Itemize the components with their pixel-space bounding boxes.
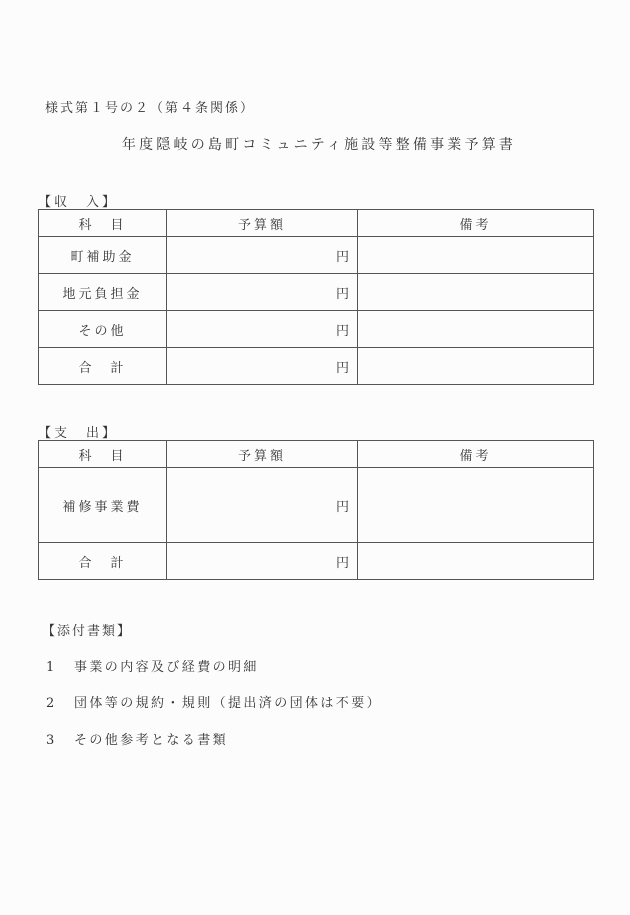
attachment-text: 団体等の規約・規則（提出済の団体は不要）: [74, 696, 383, 711]
item-cell: 町補助金: [39, 237, 167, 274]
attachment-number: 3: [46, 733, 57, 748]
attachment-number: 2: [46, 696, 57, 711]
item-cell: 合 計: [39, 348, 167, 385]
table-row: [39, 468, 594, 543]
note-cell[interactable]: [358, 237, 594, 274]
amount-cell[interactable]: [167, 468, 358, 543]
attachment-item: [46, 729, 228, 748]
income-table: [38, 209, 594, 385]
yen-unit: 円: [335, 360, 349, 376]
amount-cell[interactable]: [167, 543, 358, 580]
column-header-amount: 予算額: [167, 441, 358, 468]
amount-cell[interactable]: [167, 348, 358, 385]
item-cell: 補修事業費: [39, 468, 167, 543]
amount-cell[interactable]: [167, 237, 358, 274]
table-row: [39, 311, 594, 348]
income-table-header: [39, 210, 594, 237]
expense-table-header: [39, 441, 594, 468]
note-cell[interactable]: [358, 274, 594, 311]
column-header-note: 備考: [358, 441, 594, 468]
table-row: [39, 274, 594, 311]
table-row: [39, 237, 594, 274]
attachment-text: 事業の内容及び経費の明細: [74, 660, 259, 675]
amount-cell[interactable]: [167, 311, 358, 348]
attachment-item: [46, 692, 382, 711]
item-cell: 合 計: [39, 543, 167, 580]
yen-unit: 円: [335, 323, 349, 339]
attachment-number: 1: [46, 660, 57, 675]
note-cell[interactable]: [358, 468, 594, 543]
expense-section-label: 【支 出】: [38, 426, 119, 441]
attachment-item: [46, 656, 259, 675]
column-header-note: 備考: [358, 210, 594, 237]
note-cell[interactable]: [358, 348, 594, 385]
income-section-label: 【収 入】: [38, 195, 119, 210]
attachment-text: その他参考となる書類: [74, 733, 229, 748]
item-cell: その他: [39, 311, 167, 348]
yen-unit: 円: [335, 249, 349, 265]
yen-unit: 円: [335, 555, 349, 571]
column-header-amount: 予算額: [167, 210, 358, 237]
yen-unit: 円: [335, 286, 349, 302]
note-cell[interactable]: [358, 543, 594, 580]
table-row-total: [39, 348, 594, 385]
column-header-item: 科 目: [39, 210, 167, 237]
column-header-item: 科 目: [39, 441, 167, 468]
item-cell: 地元負担金: [39, 274, 167, 311]
amount-cell[interactable]: [167, 274, 358, 311]
expense-table: [38, 440, 594, 580]
table-row-total: [39, 543, 594, 580]
document-title: 年度隠岐の島町コミュニティ施設等整備事業予算書: [121, 137, 517, 153]
note-cell[interactable]: [358, 311, 594, 348]
yen-unit: 円: [335, 499, 349, 515]
attachments-section-label: 【添付書類】: [42, 624, 133, 639]
form-number: 様式第１号の２（第４条関係）: [45, 101, 256, 116]
